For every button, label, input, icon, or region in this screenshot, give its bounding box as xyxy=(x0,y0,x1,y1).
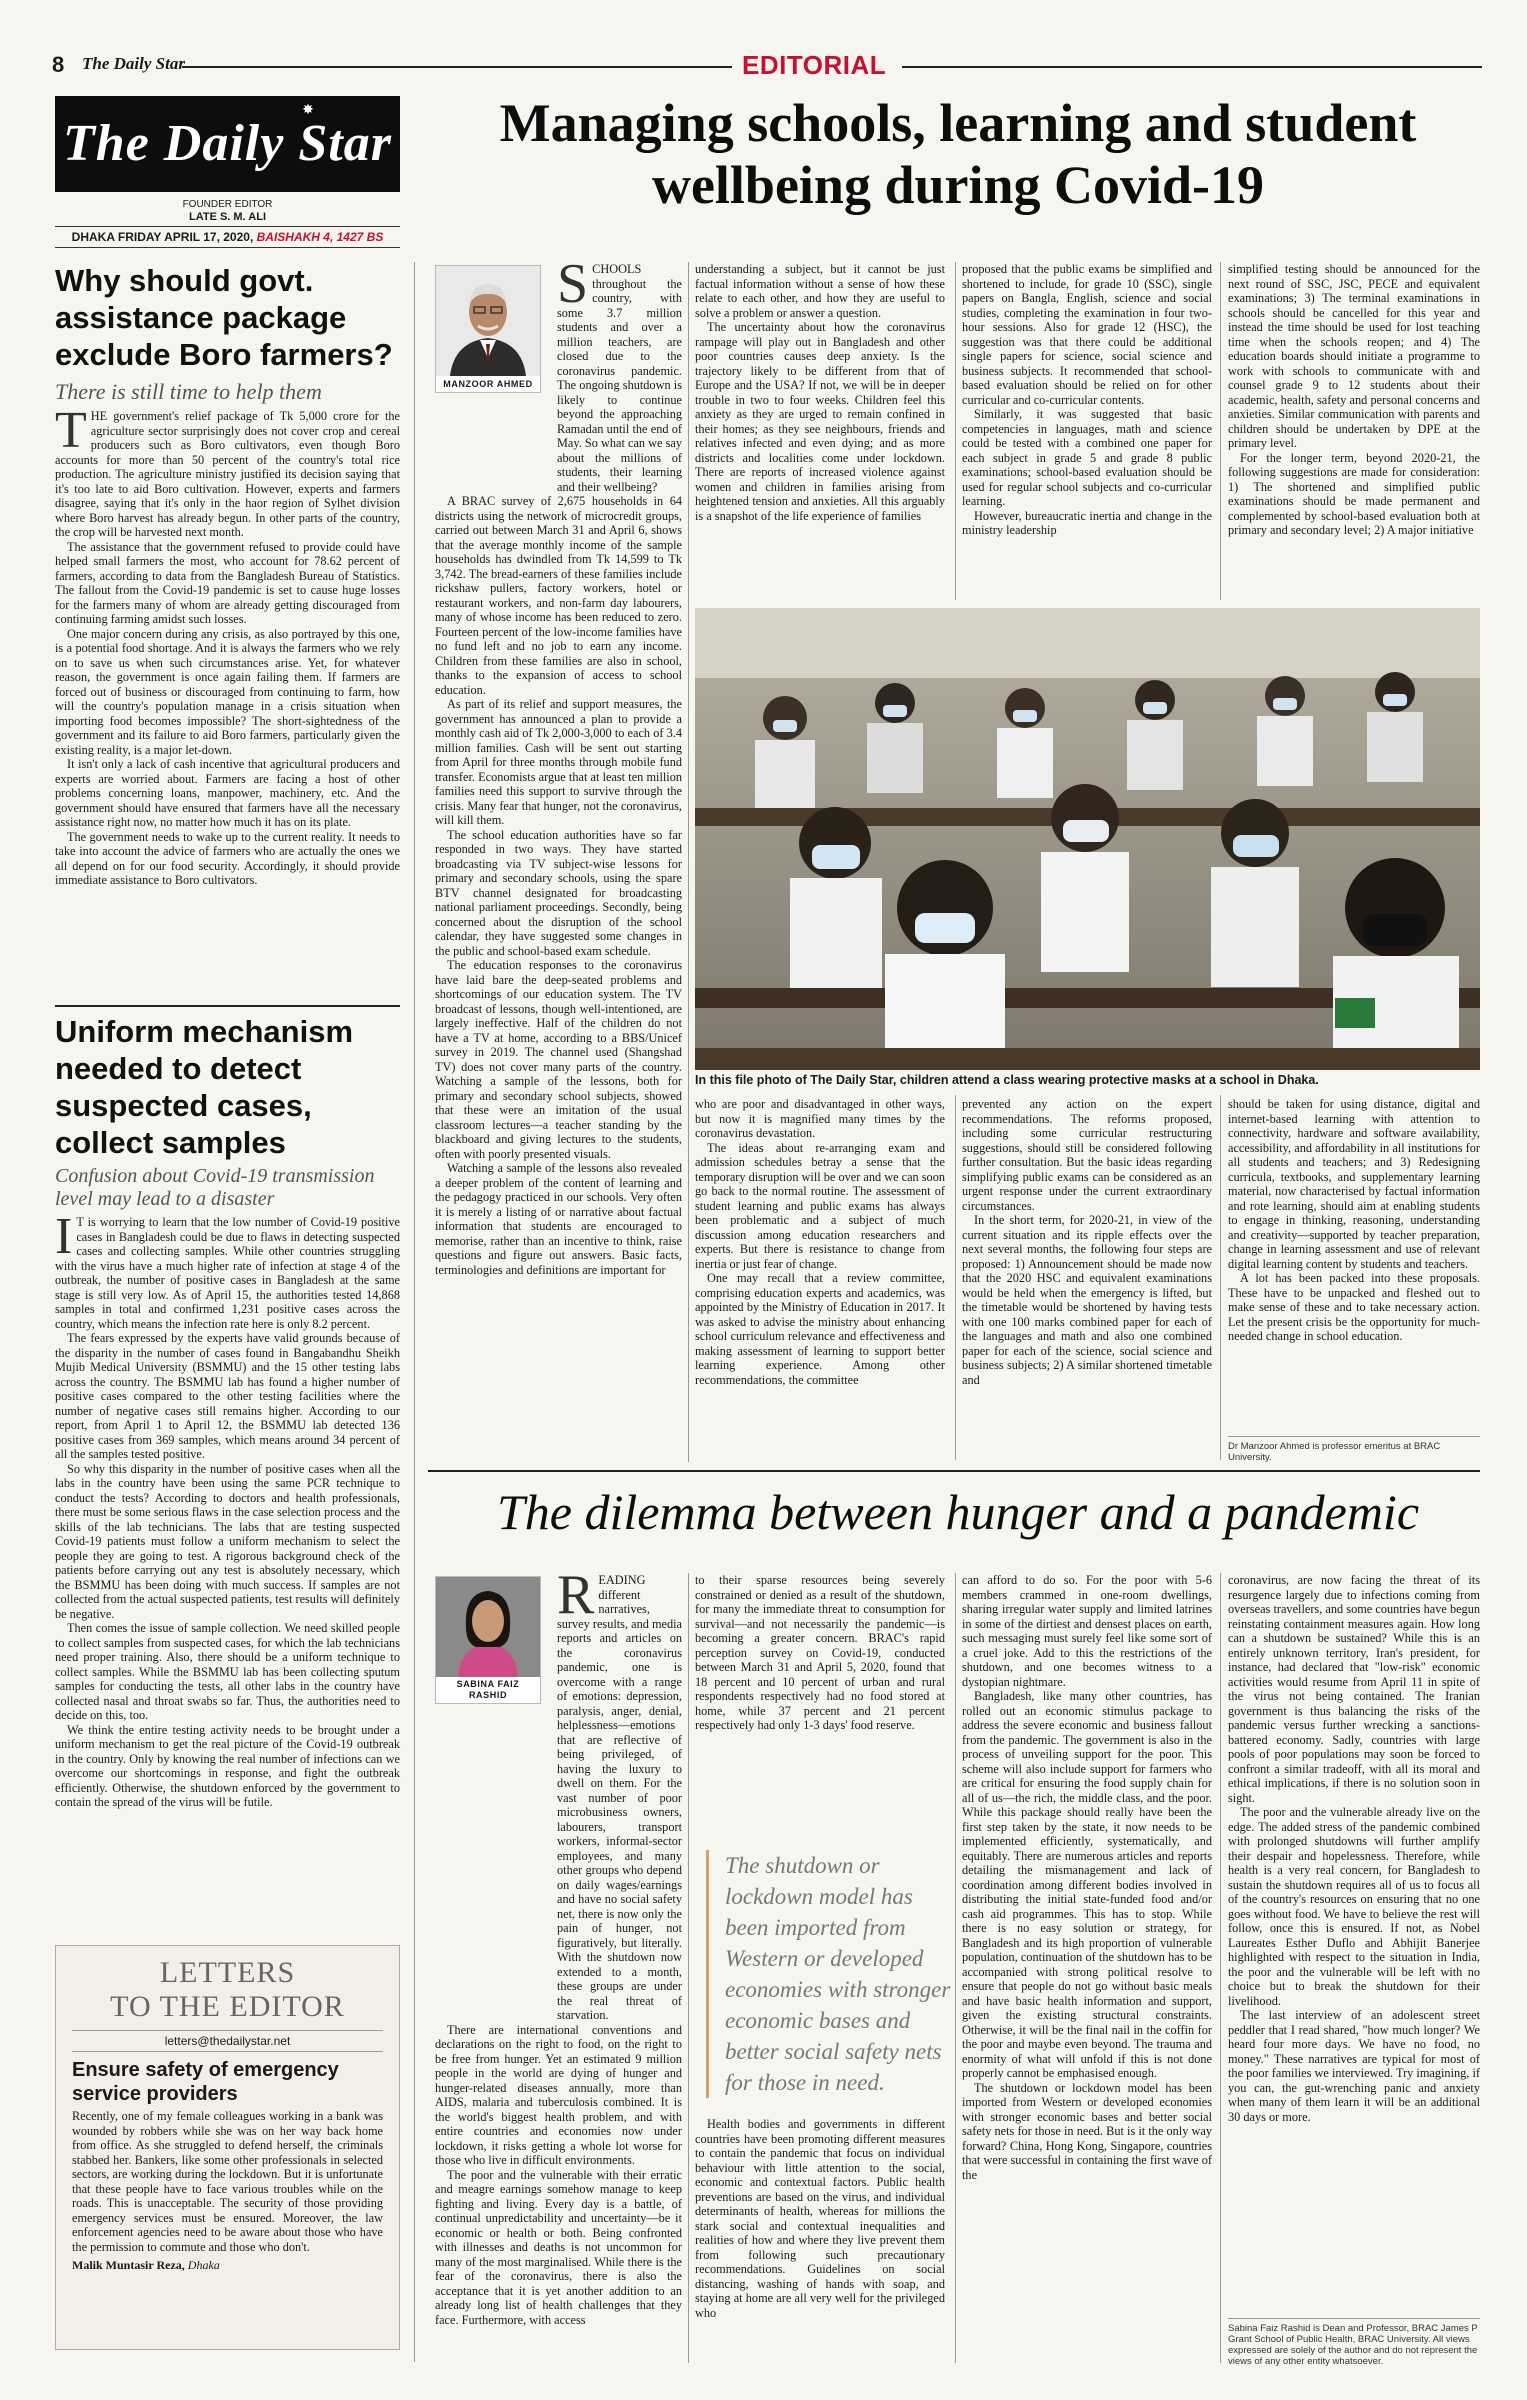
author-credit: Dr Manzoor Ahmed is professor emeritus at BRAC University. xyxy=(1228,1436,1480,1463)
article1-column-3 xyxy=(962,262,1212,538)
author-name: MANZOOR AHMED xyxy=(443,379,533,389)
paragraph: A BRAC survey of 2,675 households in 64 districts using the network of microcredit groups, carried out between March 31 and April 6, shows that the average monthly income of the sample households has dwindled from Tk 14,599 to Tk 3,742. The bread-earners of these families include rickshaw pullers, factory workers, hotel or restaurant workers, and non-farm day labourers, many of whose income has been reduced to zero. Fourteen percent of the low-income families have no fund left and no job to earn any income. Children from these families are also in school, thanks to the expansion of access to school education. xyxy=(435,494,682,697)
paragraph: The ideas about re-arranging exam and admission schedules betray a sense that the temporary disruption will be over and we can soon go back to the normal routine. The assessment of student learning and public exams has always been problematic and a subject of much discussion among education researchers and experts. But there is resistance to change from inertia or just fear of change. xyxy=(695,1140,945,1271)
paragraph: Similarly, it was suggested that basic competencies in languages, math and science could be tested with a combined one paper for each subject in grade 5 and grade 8 public examinations; school-based evaluation should be used for regular school subjects and co-curricular learning. xyxy=(962,407,1212,508)
article2-column-1 xyxy=(435,1564,682,2327)
dropcap: S xyxy=(557,253,589,315)
paragraph: Watching a sample of the lessons also revealed a deeper problem of the content of learning and the pedagogy practiced in our schools. Very often it is merely a listing of or narrative about factual information that students are encouraged to memorise, rather than an incentive to think, raise questions and figure out answers. Basic facts, terminologies and definitions are important for xyxy=(435,1161,682,1277)
paragraph: understanding a subject, but it cannot be just factual information without a sense of how these relate to each other, and how they are useful to solve a problem or answer a question. xyxy=(695,262,945,320)
dropcap: I xyxy=(55,1208,73,1265)
paragraph: HE government's relief package of Tk 5,000 crore for the agriculture sector surprisingly does not cover crop and cereal producers such as Boro cultivators, even though Boro accounts for more than 50 percent of the country's total rice production. The agriculture ministry justified its decision saying that it's too late to aid Boro cultivation. However, experts and farmers disagree, saying that it's only in the haor region of Sylhet division where Boro harvest has already begun. In other parts of the country, the crop will be harvested next month. xyxy=(55,409,400,539)
article1-column-2 xyxy=(695,262,945,523)
paragraph: CHOOLS throughout the country, with some 3.7 million students and over a million teachers, are closed due to the coronavirus pandemic. The ongoing shutdown is likely to continue beyond the approaching Ramadan until the end of May. So what can we say about the millions of students, their learning and their wellbeing? xyxy=(557,262,682,494)
letter-body: Recently, one of my female colleagues working in a bank was wounded by robbers while she was on her way back home from office. As she struggled to defend herself, the criminals stabbed her. Bankers, like some other professionals in selected sectors, are working during the lockdown. But it is unfortunate that these people have to face various troubles while on the roads. This is unacceptable. The security of those providing emergency services must be ensured. Moreover, the law enforcement agencies need to be aware about those who have the permission to commute and those who don't. xyxy=(72,2109,383,2254)
dropcap: R xyxy=(557,1564,595,1626)
paragraph: Health bodies and governments in different countries have been promoting different measures to contain the pandemic that focus on individual behaviour with little attention to the social, economic and contextual factors. Public health preventions are based on the virus, and individual determinants of health, whereas for millions the stark social and contextual inequalities and realities of how and where they live prevent them from following such precautionary recommendations. Guidelines on social distancing, washing of hands with soap, and staying at home are all very well for the privileged who xyxy=(695,2117,945,2320)
article1-column-4b xyxy=(1228,1097,1480,1344)
paragraph: The poor and the vulnerable already live on the edge. The added stress of the pandemic combined with prolonged shutdowns will further amplify their despair and hopelessness. Therefore, while health is a very real concern, for Bangladesh to sustain the shutdown requires all of us to focus all of the country's resources on ensuring that no one goes without food. We have to believe the rest will follow, once this is ensured. If not, as Nobel Laureates Esther Duflo and Abhijit Banerjee highlighted with respect to the situation in India, the poor and the vulnerable will be left with no choice but to break the shutdown for their livelihood. xyxy=(1228,1805,1480,2008)
editorial-headline: Uniform mechanism needed to detect suspected cases, collect samples xyxy=(55,1014,354,1160)
letters-email[interactable]: letters@thedailystar.net xyxy=(72,2030,383,2052)
column-divider xyxy=(414,262,415,2362)
paragraph: A lot has been packed into these proposals. These have to be unpacked and fleshed out to make sense of these and to take necessary action. Let the present crisis be the opportunity for much-needed change in school education. xyxy=(1228,1271,1480,1343)
editorial-body xyxy=(55,402,400,888)
paragraph: We think the entire testing activity needs to be brought under a uniform mechanism to get the real picture of the Covid-19 outbreak in the country. Only by knowing the real number of infections can we overcome our shortcomings in response, and fight the outbreak efficiently. Otherwise, the shutdown enforced by the government to contain the spread of the virus will be futile. xyxy=(55,1722,400,1809)
paragraph: The education responses to the coronavirus have laid bare the deep-seated problems and shortcomings of our education system. The TV broadcast of lessons, though well-intentioned, are largely ineffective. Half of the children do not have a TV at home, according to a BBS/Unicef survey in 2019. The channel used (Shangshad TV) does not cover many parts of the country. Watching a sample of the lessons, both for primary and secondary school subjects, showed that these were an imitation of the usual classroom lectures—a teacher standing by the blackboard and giving lectures to the students, often with poorly presented visuals. xyxy=(435,958,682,1161)
star-icon: ✸ xyxy=(302,103,314,118)
author-credit: Sabina Faiz Rashid is Dean and Professor, BRAC James P Grant School of Public Health, BRAC University. All views expressed are solely of the author and do not represent the views of any other entity whatsoever. xyxy=(1228,2318,1480,2367)
letter-author: Malik Muntasir Reza, xyxy=(72,2258,185,2272)
column-divider xyxy=(1220,1095,1221,1460)
article2-column-3 xyxy=(962,1573,1212,2182)
paragraph: The shutdown or lockdown model has been imported from Western or developed economies with stronger economic bases and better social safety nets for those in need. But is it the only way forward? China, Hong Kong, Singapore, countries that were successful in containing the first wave of the xyxy=(962,2080,1212,2182)
column-divider xyxy=(688,262,689,1462)
paragraph: The fears expressed by the experts have valid grounds because of the disparity in the number of cases found in Bangabandhu Sheikh Mujib Medical University (BSMMU) and the 15 other testing labs across the country. The BSMMU lab has found a higher number of positive cases compared to the other testing facilities where the number of negative cases still remains higher. According to our report, from April 1 to April 12, the BSMMU lab detected 136 positive cases from 369 samples, which means around 34 percent of all the samples tested positive. xyxy=(55,1331,400,1461)
paragraph: There are international conventions and declarations on the right to food, on the right to be free from hunger. Yet an estimated 9 million people in the world are dying of hunger and hunger-related diseases annually, more than AIDS, malaria and tuberculosis combined. It is the world's biggest health problem, and with entire countries and economies now under lockdown, it risks getting a whole lot worse for those who live in difficult environments. xyxy=(435,2022,682,2167)
paragraph: One major concern during any crisis, as also portrayed by this one, is a potential food shortage. And it is always the farmers who we rely on to save us when such circumstances arise. Yet, for whatever reason, the government is once again failing them. If farmers are forced out of business or discouraged from continuing to farm, how will the country's population manage in a crisis situation when importing food becomes impossible? The short-sightedness of the government and its failure to aid Boro farmers, particularly given the existing reality, is a major let-down. xyxy=(55,626,400,757)
paragraph: Bangladesh, like many other countries, has rolled out an economic stimulus package to address the severe economic and business fallout from the pandemic. The government is also in the process of unveiling support for the poor. This scheme will also include support for farmers who are critical for ensuring the food supply chain for all of us—the rich, the middle class, and the poor. While this package should really have been the first step taken by the state, it now needs to be implemented efficiently, systematically, and equitably. There are numerous articles and reports detailing the mismanagement and lack of coordination among different bodies involved in distributing the initial state-funded food and/or cash aid programmes. This has to stop. While there is no easy solution or strategy, for Bangladesh and its high proportion of vulnerable population, continuation of the shutdown has to be accompanied with strong political resolve to ensure that people do not go without basic meals and have basic health information and support, given the existing structural constraints. Otherwise, it will be the final nail in the coffin for the poor and maybe even beyond. The trauma and enormity of what will unfold if this is not done properly cannot be emphasised enough. xyxy=(962,1689,1212,2080)
paragraph: coronavirus, are now facing the threat of its resurgence largely due to infections coming from overseas travellers, and some countries have begun reinstating containment measures again. How long can a shutdown be sustained? While this is an entirely unknown territory, Iran's president, for instance, had declared that "low-risk" economic activities would resume from April 11 in spite of the virus not being contained. The Iranian government is thus balancing the risks of the pandemic versus further wrecking a sanctions-battered economy. Sadly, countries with large pools of poor populations may soon be forced to confront a similar tradeoff, with all its moral and ethical implications, if there is no solution soon in sight. xyxy=(1228,1573,1480,1805)
photo-caption: In this file photo of The Daily Star, children attend a class wearing protective masks at a school in Dhaka. xyxy=(695,1073,1319,1087)
letter-headline: Ensure safety of emergency service providers xyxy=(72,2059,339,2105)
letter-place: Dhaka xyxy=(187,2258,220,2272)
classroom-illustration xyxy=(695,608,1480,1070)
article1-column-4 xyxy=(1228,262,1480,538)
dateline-bengali: BAISHAKH 4, 1427 BS xyxy=(256,230,384,244)
header-logo: The Daily Star xyxy=(82,54,185,73)
article2-column-4 xyxy=(1228,1573,1480,2124)
header-rule-left xyxy=(182,66,732,68)
dateline xyxy=(55,226,400,248)
founder-label: FOUNDER EDITOR xyxy=(182,199,273,210)
paragraph: should be taken for using distance, digital and internet-based learning with attention to connectivity, hardware and software availability, accessibility, and affordability in all institutions for all students and teachers; and 3) Redesigning curricula, textbooks, and supplementary learning material, now characterised by factual information and rote learning, should aim at enabling students to engage in thinking, reasoning, understanding and creativity—supported by teacher preparation, change in learning assessment and use of relevant digital learning content by students and teachers. xyxy=(1228,1097,1480,1271)
column-divider xyxy=(688,1573,689,2363)
letter-signature xyxy=(72,2258,383,2273)
paragraph: prevented any action on the expert recommendations. The reforms proposed, including some curricular restructuring suggestions, should still be considered following further consultation. But the basic ideas regarding simplifying public exams can be considered as an urgent response under the current extraordinary circumstances. xyxy=(962,1097,1212,1213)
paragraph: can afford to do so. For the poor with 5-6 members crammed in one-room dwellings, sharing irregular water supply and limited latrines in some of the dirtiest and densest places on earth, such messaging must surely feel like some sort of a cruel joke. Add to this the restrictions of the shutdown, and one becomes witness to a dystopian nightmare. xyxy=(962,1573,1212,1689)
article-headline: Managing schools, learning and student wellbeing during Covid-19 xyxy=(499,93,1417,215)
article1-column-2b xyxy=(695,1097,945,1387)
paragraph: simplified testing should be announced for the next round of SSC, JSC, PECE and equivalent examinations; 3) The terminal examinations in schools should be cancelled for this year and instead the time should be used for lost teaching time when the schools reopen; and 4) The education boards should initiate a programme to work with schools to communicate with and counsel grade 9 to 12 students about their academic, health, safety and personal concerns and anxieties. Similar communication with parents and children should be undertaken by DPE at the primary level. xyxy=(1228,262,1480,450)
page-number: 8 xyxy=(52,52,65,77)
editorial-headline: Why should govt. assistance package exclude Boro farmers? xyxy=(55,263,393,372)
letters-title: LETTERS xyxy=(159,1956,296,1989)
paragraph: The school education authorities have so far responded in two ways. They have started broadcasting via TV subject-wise lessons for primary and secondary schools, using the spare BTV channel designated for broadcasting national parliament proceedings. Secondly, being concerned about the disruption of the school calendar, they have suggested some changes in the public and school-based exam schedule. xyxy=(435,827,682,958)
column-divider xyxy=(955,1573,956,2363)
dropcap: T xyxy=(55,402,87,459)
article1-column-3b xyxy=(962,1097,1212,1387)
pull-quote: The shutdown or lockdown model has been imported from Western or developed economies with stronger economic bases and better social safety nets for those in need. xyxy=(706,1850,956,2098)
paragraph: EADING different narratives, survey results, and media reports and articles on the coronavirus pandemic, one is overcome with a range of emotions: depression, paralysis, anger, denial, helplessness—emotions that are reflective of being privileged, of having the luxury to dwell on them. For the vast number of poor microbusiness owners, labourers, transport workers, informal-sector employees, and many other groups who depend on daily wages/earnings and have no social safety net, there is now only the pain of hunger, not figuratively, but literally. With the shutdown now extended to a month, these groups are under the real threat of starvation. xyxy=(557,1573,682,2022)
editorial-kicker: There is still time to help them xyxy=(55,379,322,404)
header-rule-right xyxy=(902,66,1482,68)
paragraph: The poor and the vulnerable with their erratic and meagre earnings somehow manage to keep fighting and living. Every day is a battle, of continual unpredictability and uncertainty—be it economic or health or both. Being confronted with illnesses and deaths is not uncommon for many of the most marginalised. While there is the fear of the coronavirus, there is also the acceptance that it is yet another addition to an already long list of health challenges that they face. Furthermore, with access xyxy=(435,2167,682,2327)
section-title: EDITORIAL xyxy=(742,50,887,80)
classroom-photo xyxy=(695,608,1480,1070)
letters-box xyxy=(55,1945,400,2350)
author-name-last: RASHID xyxy=(468,1690,508,1700)
paragraph: However, bureaucratic inertia and change in the ministry leadership xyxy=(962,508,1212,537)
paragraph: to their sparse resources being severely constrained or denied as a result of the shutdown, for many the immediate threat to consumption for survival—and not necessarily the pandemic—is becoming a greater concern. BRAC's rapid perception survey on Covid-19, conducted between March 31 and April 5, 2020, found that 18 percent and 10 percent of urban and rural respondents respectively had no food stored at home, while 37 percent and 21 percent respectively had only 1-3 days' food reserve. xyxy=(695,1573,945,1732)
article2-column-2 xyxy=(695,1573,945,1733)
paragraph: For the longer term, beyond 2020-21, the following suggestions are made for consideration: 1) The shortened and simplified public examinations should be made permanent and complemented by school-based evaluation both at primary and secondary level; 2) A major initiative xyxy=(1228,450,1480,537)
paragraph: The assistance that the government refused to provide could have helped small farmers the most, who account for 78.62 percent of farmers, according to data from the Bangladesh Bureau of Statistics. The fallout from the Covid-19 pandemic is set to cause huge losses for the farmers many of whom are already getting discouraged from continuing farming amidst such losses. xyxy=(55,539,400,626)
paragraph: The uncertainty about how the coronavirus rampage will play out in Bangladesh and other poor countries causes deep anxiety. Is the trajectory likely to be different from that of Europe and the USA? If not, we will be in deeper trouble in two to four weeks. Children feel this anxiety as they are urged to remain confined in their homes; as they see neighbours, friends and relatives infected and even dying; and as more districts and localities come under lockdown. There are reports of increased violence against women and children in families arising from heightened tension and anxieties. All this arguably is a snapshot of the life experience of families xyxy=(695,320,945,523)
section-divider xyxy=(428,1470,1480,1472)
article-headline: The dilemma between hunger and a pandemic xyxy=(496,1484,1420,1540)
page-header xyxy=(52,50,1482,80)
paragraph: who are poor and disadvantaged in other ways, but now it is magnified many times by the coronavirus devastation. xyxy=(695,1097,945,1140)
paragraph: In the short term, for 2020-21, in view of the current situation and its ripple effects over the next several months, the following four steps are proposed: 1) Announcement should be made now that the 2020 HSC and equivalent examinations would be held when the emergency is lifted, but the timetable would be shortened by having tests with one 100 marks combined paper for each of the languages and math and also one combined paper for each of the science, social science and business subjects; 2) A similar shortened timetable and xyxy=(962,1213,1212,1387)
paragraph: One may recall that a review committee, comprising education experts and academics, was appointed by the Ministry of Education in 2017. It was asked to advise the ministry about enhancing school curriculum relevance and effectiveness and making assessment of learning to support better learning experience. Among other recommendations, the committee xyxy=(695,1271,945,1387)
editorial-boro-farmers xyxy=(55,262,400,888)
founder-editor xyxy=(55,198,400,224)
editorial-kicker: Confusion about Covid-19 transmission level may lead to a disaster xyxy=(55,1165,375,1210)
article1-column-1 xyxy=(435,253,682,1277)
letters-subtitle: TO THE EDITOR xyxy=(110,1990,345,2023)
paragraph: The government needs to wake up to the current reality. It needs to take into account the advice of farmers who are actually the ones we all depend on for our food security. Accordingly, it should provide immediate assistance to Boro cultivators. xyxy=(55,829,400,887)
column-divider xyxy=(1220,262,1221,600)
paragraph: T is worrying to learn that the low number of Covid-19 positive cases in Bangladesh could be due to flaws in detecting suspected cases and collecting samples. While other countries struggling with the virus have a much higher rate of infection at stage 4 of the outbreak, the number of positive cases in Bangladesh at the same stage is still very low. As of April 15, the authorities tested 14,868 samples in total and confirmed 1,231 positive cases across the country, which means the infection rate here is only 8.2 percent. xyxy=(55,1215,400,1331)
paragraph: It isn't only a lack of cash incentive that agricultural producers and experts are worried about. Farmers are facing a host of other problems concerning loans, manpower, machinery, etc. And the government should have ensured that farmers have all the necessary assistance right now, no matter how much it has on its plate. xyxy=(55,757,400,829)
masthead xyxy=(55,96,400,192)
column-divider xyxy=(955,262,956,600)
founder-name: LATE S. M. ALI xyxy=(189,211,266,223)
masthead-title: The Daily Star xyxy=(63,115,392,172)
paragraph: Then comes the issue of sample collection. We need skilled people to collect samples from suspected cases, for which the lab technicians need proper training. Also, there should be a uniform technique to collect samples. While the BSMMU lab has been collecting sputum samples for conducting the tests, all other labs in the country have collected nasal and throat swabs so far. Thus, the authorities need to decide on this, too. xyxy=(55,1621,400,1722)
divider xyxy=(55,1005,400,1007)
editorial-body xyxy=(55,1208,400,1810)
article2-column-2b xyxy=(695,2117,945,2320)
dateline-date: DHAKA FRIDAY APRIL 17, 2020, xyxy=(71,230,254,244)
paragraph: proposed that the public exams be simplified and shortened to include, for grade 10 (SSC), single papers on Bangla, English, science and social studies, completing the examination in four two-hour sessions. Also for grade 12 (HSC), the suggestion was that there could be additional single papers for science, social science and business subjects. It recommended that school-based evaluation should be relied on for other curricular and co-curricular contents. xyxy=(962,262,1212,407)
paragraph: The last interview of an adolescent street peddler that I read shared, "how much longer? We heard four more days. We have no food, no money." These narratives are typical for most of the poor families we interviewed. Try imagining, if you can, the gut-wrenching panic and anxiety when many of them learn it will be an additional 30 days or more. xyxy=(1228,2008,1480,2124)
column-divider xyxy=(955,1095,956,1460)
column-divider xyxy=(1220,1573,1221,2363)
paragraph: So why this disparity in the number of positive cases when all the labs in the country have been using the same PCR technique to conduct the tests? According to doctors and health professionals, there must be some serious flaws in the case selection process and the skills of the lab technicians. The labs that are testing suspected Covid-19 patients must follow a uniform mechanism to select the people they are going to test. A rigorous background check of the patients before carrying out any test is absolutely necessary, which the BSMMU has been doing with much success. If samples are not collected from the actual suspected patients, test results will definitely be negative. xyxy=(55,1461,400,1621)
author-name-first: SABINA FAIZ xyxy=(456,1679,520,1689)
editorial-covid-testing xyxy=(55,1005,400,1810)
paragraph: As part of its relief and support measures, the government has announced a plan to provide a monthly cash aid of Tk 2,000-3,000 to each of 3.4 million families. Cash will be sent out starting from April for three months through mobile fund transfer. Economists argue that at least ten million families need this support to survive through the crisis. Many fear that hunger, not the coronavirus, will kill them. xyxy=(435,697,682,827)
